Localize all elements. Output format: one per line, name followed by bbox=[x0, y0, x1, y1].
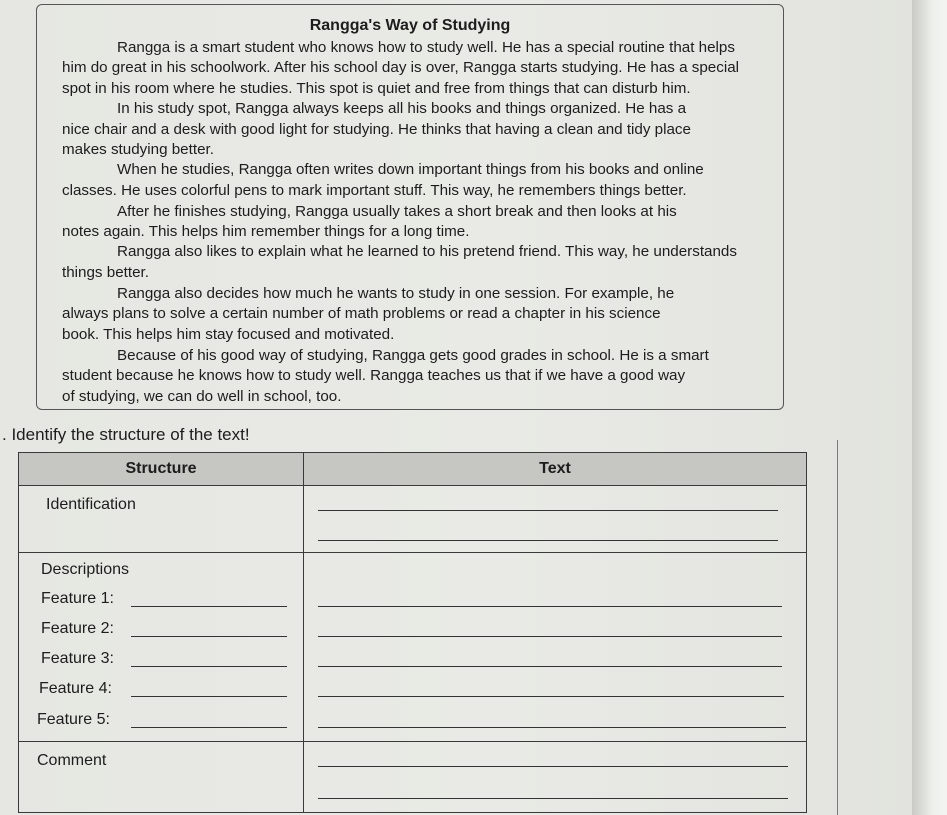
passage-line: Rangga is a smart student who knows how to study well. He has a special routine that helps bbox=[117, 39, 735, 56]
passage-line: Rangga also likes to explain what he learned to his pretend friend. This way, he understands bbox=[117, 243, 737, 260]
passage-line: of studying, we can do well in school, too. bbox=[62, 388, 342, 405]
page-margin-line bbox=[837, 440, 838, 815]
passage-line: spot in his room where he studies. This spot is quiet and free from things that can disturb him. bbox=[62, 80, 691, 97]
passage-title: Rangga's Way of Studying bbox=[309, 17, 511, 34]
identification-answer-line[interactable] bbox=[318, 510, 778, 511]
passage-line: classes. He uses colorful pens to mark important stuff. This way, he remembers things better. bbox=[62, 182, 687, 199]
passage-line: student because he knows how to study well. Rangga teaches us that if we have a good way bbox=[62, 367, 686, 384]
passage-line: When he studies, Rangga often writes down important things from his books and online bbox=[117, 161, 704, 178]
passage-line: After he finishes studying, Rangga usually takes a short break and then looks at his bbox=[117, 203, 677, 220]
feature-1-answer-line[interactable] bbox=[318, 606, 782, 607]
feature-3-label: Feature 3: bbox=[41, 650, 114, 667]
passage-line: him do great in his schoolwork. After his school day is over, Rangga starts studying. He has a special bbox=[62, 59, 740, 76]
text-column-header: Text bbox=[304, 453, 807, 486]
descriptions-label: Descriptions bbox=[41, 561, 130, 578]
identification-answer-line[interactable] bbox=[318, 540, 778, 541]
structure-table bbox=[18, 452, 807, 813]
passage-line: book. This helps him stay focused and motivated. bbox=[62, 326, 395, 343]
feature-2-answer-line[interactable] bbox=[318, 636, 782, 637]
passage-line: In his study spot, Rangga always keeps all his books and things organized. He has a bbox=[117, 100, 687, 117]
comment-answer-line[interactable] bbox=[318, 766, 788, 767]
instruction-text: . Identify the structure of the text! bbox=[2, 425, 250, 444]
passage-line: Rangga also decides how much he wants to study in one session. For example, he bbox=[117, 285, 675, 302]
feature-1-label: Feature 1: bbox=[41, 590, 114, 607]
reading-passage-box bbox=[36, 4, 784, 410]
passage-line: notes again. This helps him remember things for a long time. bbox=[62, 223, 470, 240]
passage-line: makes studying better. bbox=[62, 141, 214, 158]
feature-4-blank[interactable] bbox=[131, 696, 287, 697]
feature-5-label: Feature 5: bbox=[37, 711, 110, 728]
feature-3-answer-line[interactable] bbox=[318, 666, 782, 667]
feature-4-label: Feature 4: bbox=[39, 680, 112, 697]
comment-label: Comment bbox=[37, 752, 107, 769]
feature-2-blank[interactable] bbox=[131, 636, 287, 637]
feature-3-blank[interactable] bbox=[131, 666, 287, 667]
comment-answer-line[interactable] bbox=[318, 798, 788, 799]
passage-line: Because of his good way of studying, Rangga gets good grades in school. He is a smart bbox=[117, 347, 709, 364]
feature-2-label: Feature 2: bbox=[41, 620, 114, 637]
table-header-row bbox=[19, 453, 807, 486]
descriptions-row bbox=[19, 553, 807, 742]
identification-label: Identification bbox=[46, 496, 136, 513]
passage-line: nice chair and a desk with good light for studying. He thinks that having a clean and tidy place bbox=[62, 121, 691, 138]
passage-line: always plans to solve a certain number of math problems or read a chapter in his science bbox=[62, 305, 661, 322]
passage-line: things better. bbox=[62, 264, 149, 281]
structure-column-header: Structure bbox=[19, 453, 304, 486]
desk-background-edge bbox=[912, 0, 947, 815]
feature-4-answer-line[interactable] bbox=[318, 696, 784, 697]
feature-1-blank[interactable] bbox=[131, 606, 287, 607]
feature-5-answer-line[interactable] bbox=[318, 727, 786, 728]
comment-row bbox=[19, 742, 807, 813]
identification-row bbox=[19, 486, 807, 553]
feature-5-blank[interactable] bbox=[131, 727, 287, 728]
